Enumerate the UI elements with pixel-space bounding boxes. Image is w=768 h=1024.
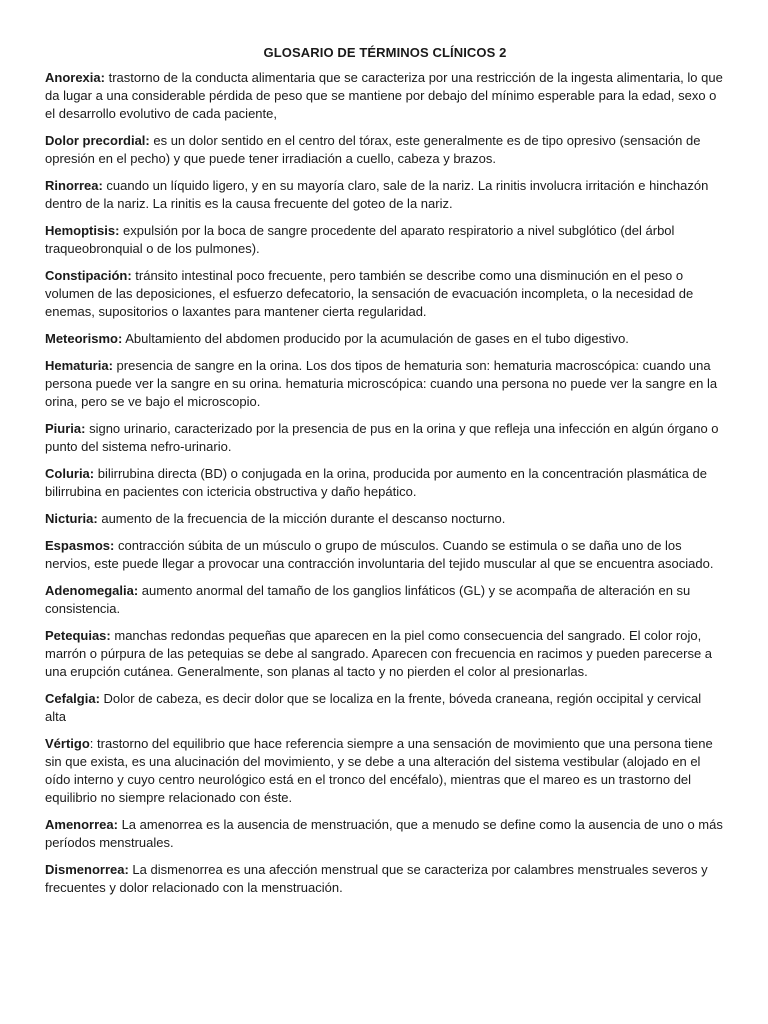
glossary-entry-cefalgia bbox=[45, 690, 725, 726]
glossary-entry-rinorrea bbox=[45, 177, 725, 213]
glossary-term: Adenomegalia: bbox=[45, 583, 139, 598]
glossary-definition: Abultamiento del abdomen producido por la acumulación de gases en el tubo digestivo. bbox=[122, 331, 629, 346]
glossary-term: Constipación: bbox=[45, 268, 132, 283]
glossary-entry-nicturia bbox=[45, 510, 725, 528]
glossary-term: Anorexia: bbox=[45, 70, 105, 85]
document-page bbox=[45, 44, 725, 906]
glossary-entry-coluria bbox=[45, 465, 725, 501]
glossary-term: Cefalgia: bbox=[45, 691, 100, 706]
glossary-entry-hematuria bbox=[45, 357, 725, 411]
glossary-entry-meteorismo bbox=[45, 330, 725, 348]
glossary-entry-piuria bbox=[45, 420, 725, 456]
glossary-term: Hematuria: bbox=[45, 358, 113, 373]
glossary-entry-espasmos bbox=[45, 537, 725, 573]
glossary-entry-vertigo bbox=[45, 735, 725, 807]
glossary-list bbox=[45, 69, 725, 897]
glossary-entry-dismenorrea bbox=[45, 861, 725, 897]
glossary-entry-petequias bbox=[45, 627, 725, 681]
glossary-term: Nicturia: bbox=[45, 511, 98, 526]
glossary-definition: La amenorrea es la ausencia de menstruación, que a menudo se define como la ausencia de uno o más períodos menstruales. bbox=[45, 817, 723, 850]
glossary-term: Dolor precordial: bbox=[45, 133, 150, 148]
glossary-definition: trastorno de la conducta alimentaria que se caracteriza por una restricción de la ingesta alimentaria, lo que da lugar a una considerable pérdida de peso que se mantiene por debajo del mínimo esperable para la edad, sexo o el desarrollo evolutivo de cada paciente, bbox=[45, 70, 723, 121]
glossary-definition: aumento anormal del tamaño de los ganglios linfáticos (GL) y se acompaña de alteración en su consistencia. bbox=[45, 583, 691, 616]
glossary-term: Meteorismo: bbox=[45, 331, 123, 346]
glossary-definition: aumento de la frecuencia de la micción durante el descanso nocturno. bbox=[97, 511, 506, 526]
glossary-term: Piuria: bbox=[45, 421, 86, 436]
glossary-term: Petequias: bbox=[45, 628, 111, 643]
glossary-definition: Dolor de cabeza, es decir dolor que se localiza en la frente, bóveda craneana, región occipital y cervical alta bbox=[45, 691, 702, 724]
glossary-term: Dismenorrea: bbox=[45, 862, 129, 877]
glossary-term: Amenorrea: bbox=[45, 817, 118, 832]
glossary-term: Hemoptisis: bbox=[45, 223, 120, 238]
glossary-term: Coluria: bbox=[45, 466, 95, 481]
glossary-definition: bilirrubina directa (BD) o conjugada en la orina, producida por aumento en la concentración plasmática de bilirrubina en pacientes con ictericia obstructiva y daño hepático. bbox=[45, 466, 707, 499]
glossary-definition: : trastorno del equilibrio que hace referencia siempre a una sensación de movimiento que una persona tiene sin que exista, es una alucinación del movimiento, y se debe a una alteración del sistema vestibular (alojado en el oído interno y cuyo centro neurológico está en el tronco del encéfalo), mientras que el mareo es un trastorno del equilibrio no siempre relacionado con éste. bbox=[45, 736, 713, 805]
glossary-definition: manchas redondas pequeñas que aparecen en la piel como consecuencia del sangrado. El color rojo, marrón o púrpura de las petequias se debe al sangrado. Aparecen con frecuencia en racimos y pueden parecerse a una erupción cutánea. Generalmente, son planas al tacto y no pierden el color al presionarlas. bbox=[45, 628, 713, 679]
glossary-entry-anorexia bbox=[45, 69, 725, 123]
glossary-entry-hemoptisis bbox=[45, 222, 725, 258]
glossary-entry-adenomegalia bbox=[45, 582, 725, 618]
document-title: GLOSARIO DE TÉRMINOS CLÍNICOS 2 bbox=[263, 45, 507, 60]
glossary-definition: cuando un líquido ligero, y en su mayoría claro, sale de la nariz. La rinitis involucra irritación e hinchazón dentro de la nariz. La rinitis es la causa frecuente del goteo de la nariz. bbox=[45, 178, 709, 211]
glossary-definition: La dismenorrea es una afección menstrual que se caracteriza por calambres menstruales severos y frecuentes y dolor relacionado con la menstruación. bbox=[45, 862, 708, 895]
glossary-definition: tránsito intestinal poco frecuente, pero también se describe como una disminución en el peso o volumen de las deposiciones, el esfuerzo defecatorio, la sensación de evacuación incompleta, o la necesidad de enemas, supositorios o laxantes para mantener cierta regularidad. bbox=[45, 268, 694, 319]
glossary-definition: presencia de sangre en la orina. Los dos tipos de hematuria son: hematuria macroscópica: cuando una persona puede ver la sangre en su orina. hematuria microscópica: cuando una persona no puede ver la sangre en la orina, pero se ve bajo el microscopio. bbox=[45, 358, 718, 409]
glossary-term: Rinorrea: bbox=[45, 178, 103, 193]
glossary-definition: signo urinario, caracterizado por la presencia de pus en la orina y que refleja una infección en algún órgano o punto del sistema nefro-urinario. bbox=[45, 421, 719, 454]
glossary-entry-dolor-precordial bbox=[45, 132, 725, 168]
glossary-term: Vértigo bbox=[45, 736, 90, 751]
glossary-definition: es un dolor sentido en el centro del tórax, este generalmente es de tipo opresivo (sensación de opresión en el pecho) y que puede tener irradiación a cuello, cabeza y brazos. bbox=[45, 133, 701, 166]
glossary-entry-amenorrea bbox=[45, 816, 725, 852]
glossary-definition: expulsión por la boca de sangre procedente del aparato respiratorio a nivel subglótico (del árbol traqueobronquial o de los pulmones). bbox=[45, 223, 675, 256]
glossary-entry-constipacion bbox=[45, 267, 725, 321]
glossary-definition: contracción súbita de un músculo o grupo de músculos. Cuando se estimula o se daña uno de los nervios, este puede llegar a provocar una contracción involuntaria del tejido muscular al que se encuentra asociado. bbox=[45, 538, 714, 571]
glossary-term: Espasmos: bbox=[45, 538, 115, 553]
